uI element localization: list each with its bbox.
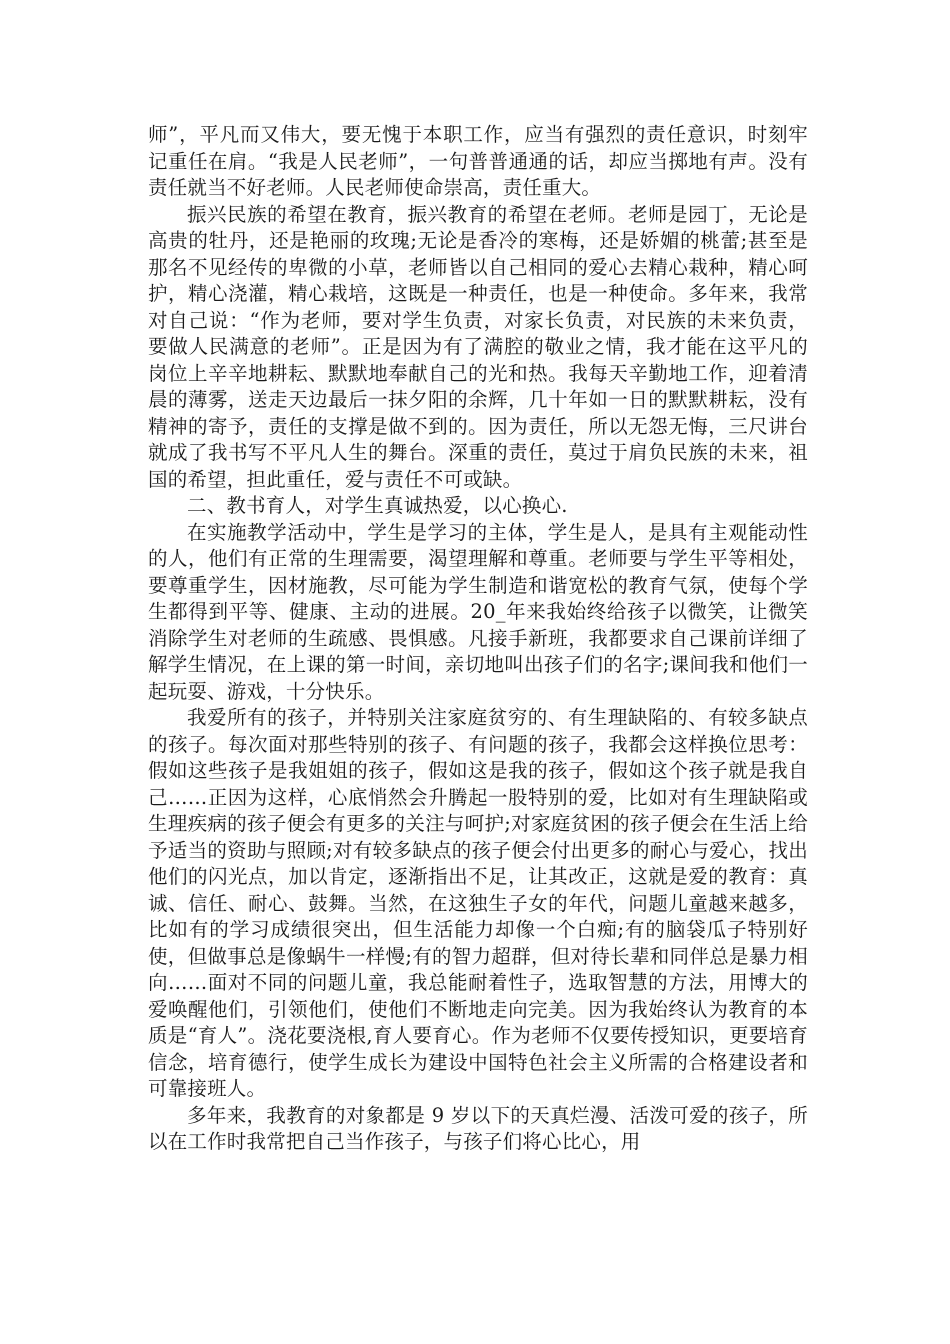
document-body: [148, 122, 808, 1156]
section-heading-teaching: 二、教书育人，对学生真诚热爱，以心换心.: [187, 494, 568, 517]
paragraph-national-hope: 振兴民族的希望在教育，振兴教育的希望在老师。老师是园丁，无论是高贵的牡丹，还是艳丽的玫瑰;无论是香冷的寒梅，还是娇媚的桃蕾;甚至是那名不见经传的卑微的小草，老师皆以自己相同的爱心去精心栽种，精心呵护，精心浇灌，精心栽培，这既是一种责任，也是一种使命。多年来，我常对自己说：“作为老师，要对学生负责，对家长负责，对民族的未来负责，要做人民满意的老师”。正是因为有了满腔的敬业之情，我才能在这平凡的岗位上辛辛地耕耘、默默地奉献自己的光和热。我每天辛勤地工作，迎着清晨的薄雾，送走天边最后一抹夕阳的余辉，几十年如一日的默默耕耘，没有精神的寄予，责任的支撑是做不到的。因为责任，所以无怨无悔，三尺讲台就成了我书写不平凡人生的舞台。深重的责任，莫过于肩负民族的未来，祖国的希望，担此重任，爱与责任不可或缺。: [148, 202, 808, 491]
paragraph-years-teaching: 多年来，我教育的对象都是 9 岁以下的天真烂漫、活泼可爱的孩子，所以在工作时我常把自己当作孩子，与孩子们将心比心，用: [148, 1103, 808, 1153]
paragraph-responsibility-intro: 师”，平凡而又伟大，要无愧于本职工作，应当有强烈的责任意识，时刻牢记重任在肩。“我是人民老师”，一句普普通通的话，却应当掷地有声。没有责任就当不好老师。人民老师使命崇高，责任重大。: [148, 123, 808, 199]
paragraph-love-all-children: 我爱所有的孩子，并特别关注家庭贫穷的、有生理缺陷的、有较多缺点的孩子。每次面对那些特别的孩子、有问题的孩子，我都会这样换位思考：假如这些孩子是我姐姐的孩子，假如这是我的孩子，假如这个孩子就是我自己……正因为这样，心底悄然会升腾起一股特别的爱，比如对有生理缺陷或生理疾病的孩子便会有更多的关注与呵护;对家庭贫困的孩子便会在生活上给予适当的资助与照顾;对有较多缺点的孩子便会付出更多的耐心与爱心，找出他们的闪光点，加以肯定，逐渐指出不足，让其改正，这就是爱的教育：真诚、信任、耐心、鼓舞。当然，在这独生子女的年代，问题儿童越来越多，比如有的学习成绩很突出，但生活能力却像一个白痴;有的脑袋瓜子特别好使，但做事总是像蜗牛一样慢;有的智力超群，但对待长辈和同伴总是暴力相向……面对不同的问题儿童，我总能耐着性子，选取智慧的方法，用博大的爱唤醒他们，引领他们，使他们不断地走向完美。因为我始终认为教育的本质是“育人”。浇花要浇根,育人要育心。作为老师不仅要传授知识，更要培育信念，培育德行，使学生成长为建设中国特色社会主义所需的合格建设者和可靠接班人。: [148, 706, 808, 1100]
paragraph-teaching-activity: 在实施教学活动中，学生是学习的主体，学生是人，是具有主观能动性的人，他们有正常的生理需要，渴望理解和尊重。老师要与学生平等相处，要尊重学生，因材施教，尽可能为学生制造和谐宽松的教育气氛，使每个学生都得到平等、健康、主动的进展。20_年来我始终给孩子以微笑，让微笑消除学生对老师的生疏感、畏惧感。凡接手新班，我都要求自己课前详细了解学生情况，在上课的第一时间，亲切地叫出孩子们的名字;课间我和他们一起玩耍、游戏，十分快乐。: [148, 520, 808, 703]
